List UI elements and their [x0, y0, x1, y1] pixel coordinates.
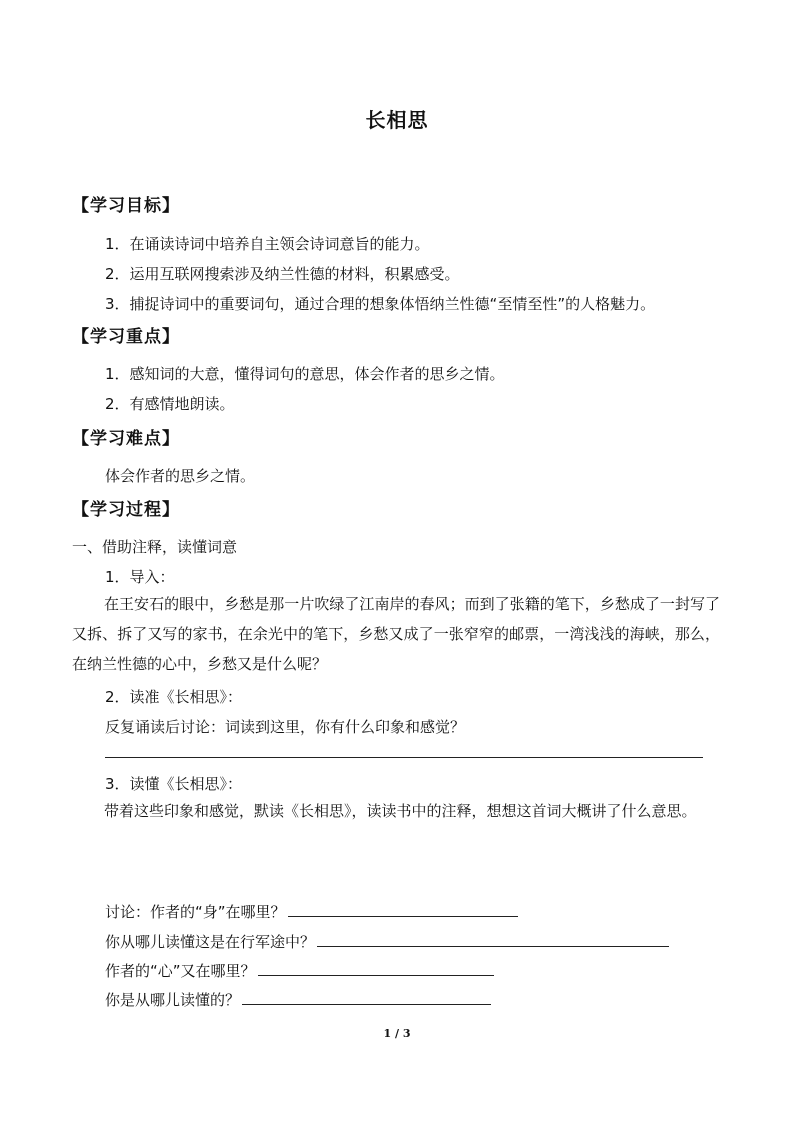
- question-text: 讨论：作者的“身”在哪里？: [105, 903, 286, 921]
- question-row: [105, 931, 669, 952]
- key-point-item: 2．有感情地朗读。: [105, 395, 235, 413]
- page-number: 1 / 3: [383, 1027, 411, 1040]
- step3-label: 3．读懂《长相思》：: [105, 775, 243, 793]
- question-row: [105, 989, 491, 1010]
- question-row: [105, 960, 494, 981]
- question-text: 你从哪儿读懂这是在行军途中？: [105, 933, 316, 951]
- difficulties-text: 体会作者的思乡之情。: [105, 467, 256, 485]
- answer-blank[interactable]: [258, 960, 494, 976]
- answer-blank[interactable]: [317, 931, 669, 947]
- question-row: [105, 901, 518, 922]
- step1-paragraph: 在王安石的眼中，乡愁是那一片吹绿了江南岸的春风；而到了张籍的笔下，乡愁成了一封写了又拆、拆了又写的家书，在余光中的笔下，乡愁又成了一张窄窄的邮票，一湾浅浅的海峡，那么，在纳兰性德的心中，乡愁又是什么呢？: [72, 595, 720, 673]
- step1-label: 1．导入：: [105, 568, 175, 586]
- step2-label: 2．读准《长相思》：: [105, 688, 243, 706]
- answer-blank[interactable]: [288, 901, 518, 917]
- step3-paragraph: 带着这些印象和感觉，默读《长相思》，读读书中的注释，想想这首词大概讲了什么意思。: [104, 802, 697, 820]
- page-title: 长相思: [365, 108, 429, 132]
- question-text: 你是从哪儿读懂的？: [105, 991, 241, 1009]
- objectives-heading: 【学习目标】: [72, 196, 180, 216]
- difficulties-heading: 【学习难点】: [72, 429, 180, 449]
- objective-item: 3．捕捉诗词中的重要词句，通过合理的想象体悟纳兰性德“至情至性”的人格魅力。: [105, 295, 656, 313]
- answer-line[interactable]: [105, 757, 703, 758]
- key-point-item: 1．感知词的大意，懂得词句的意思，体会作者的思乡之情。: [105, 365, 505, 383]
- process-heading: 【学习过程】: [72, 500, 180, 520]
- step2-text: 反复诵读后讨论：词读到这里，你有什么印象和感觉？: [105, 718, 466, 736]
- key-points-heading: 【学习重点】: [72, 327, 180, 347]
- objective-item: 1．在诵读诗词中培养自主领会诗词意旨的能力。: [105, 235, 430, 253]
- question-text: 作者的“心”又在哪里？: [105, 962, 256, 980]
- objective-item: 2．运用互联网搜索涉及纳兰性德的材料，积累感受。: [105, 265, 460, 283]
- part1-title: 一、借助注释，读懂词意: [72, 538, 238, 556]
- answer-blank[interactable]: [242, 989, 491, 1005]
